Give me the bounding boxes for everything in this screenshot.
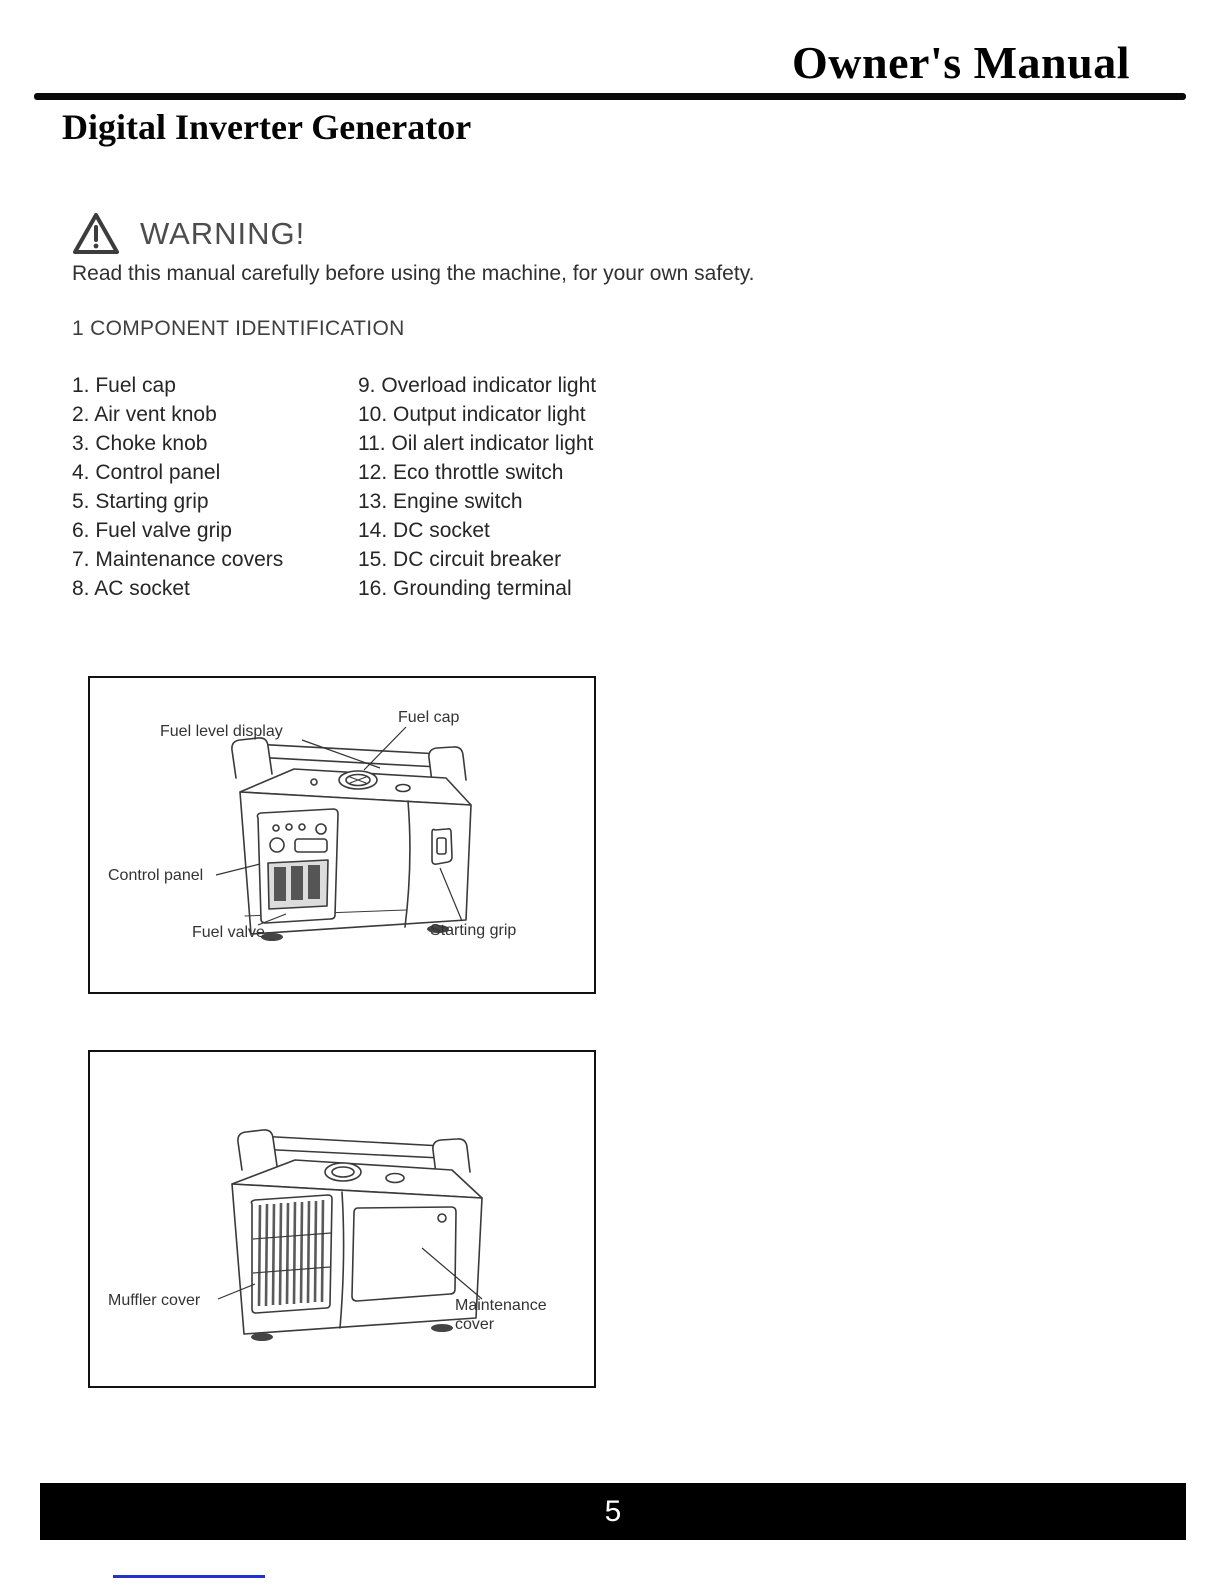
- page-title: Digital Inverter Generator: [62, 107, 472, 147]
- bottom-link-mark: [113, 1575, 265, 1578]
- header-rule: [34, 93, 1186, 100]
- list-item: 16. Grounding terminal: [358, 577, 572, 600]
- component-list-left: [72, 371, 358, 603]
- label-maintenance-cover-line2: cover: [455, 1316, 495, 1333]
- warning-triangle-icon: [72, 212, 120, 256]
- warning-body-text: Read this manual carefully before using the machine, for your own safety.: [72, 262, 755, 285]
- section-title: 1 COMPONENT IDENTIFICATION: [72, 317, 405, 340]
- label-muffler-cover: Muffler cover: [108, 1292, 201, 1309]
- label-starting-grip: Starting grip: [430, 922, 517, 939]
- label-fuel-cap: Fuel cap: [398, 709, 460, 726]
- list-item: 14. DC socket: [358, 519, 490, 542]
- footer-bar: [40, 1483, 1186, 1540]
- list-item: 9. Overload indicator light: [358, 374, 597, 397]
- warning-title: WARNING!: [140, 216, 306, 251]
- list-item: 7. Maintenance covers: [72, 548, 284, 571]
- list-item: 4. Control panel: [72, 461, 221, 484]
- list-item: 8. AC socket: [72, 577, 190, 600]
- page-number: 5: [604, 1494, 622, 1528]
- label-fuel-level-display: Fuel level display: [160, 723, 283, 740]
- generator-front-illustration: [90, 678, 594, 992]
- list-item: 15. DC circuit breaker: [358, 548, 562, 571]
- component-list: [72, 371, 596, 603]
- list-item: 12. Eco throttle switch: [358, 461, 564, 484]
- list-item: 11. Oil alert indicator light: [358, 432, 594, 455]
- label-maintenance-cover-line1: Maintenance: [455, 1297, 547, 1314]
- list-item: 1. Fuel cap: [72, 374, 176, 397]
- figure-rear-view: [88, 1050, 596, 1388]
- manual-title: Owner's Manual: [792, 37, 1130, 88]
- label-control-panel: Control panel: [108, 867, 204, 884]
- generator-rear-illustration: [90, 1052, 594, 1386]
- list-item: 6. Fuel valve grip: [72, 519, 232, 542]
- list-item: 13. Engine switch: [358, 490, 523, 513]
- warning-header: [72, 212, 305, 256]
- list-item: 3. Choke knob: [72, 432, 208, 455]
- list-item: 5. Starting grip: [72, 490, 209, 513]
- list-item: 10. Output indicator light: [358, 403, 586, 426]
- list-item: 2. Air vent knob: [72, 403, 217, 426]
- label-fuel-valve: Fuel valve: [192, 924, 265, 941]
- component-list-right: [358, 371, 596, 603]
- figure-front-view: [88, 676, 596, 994]
